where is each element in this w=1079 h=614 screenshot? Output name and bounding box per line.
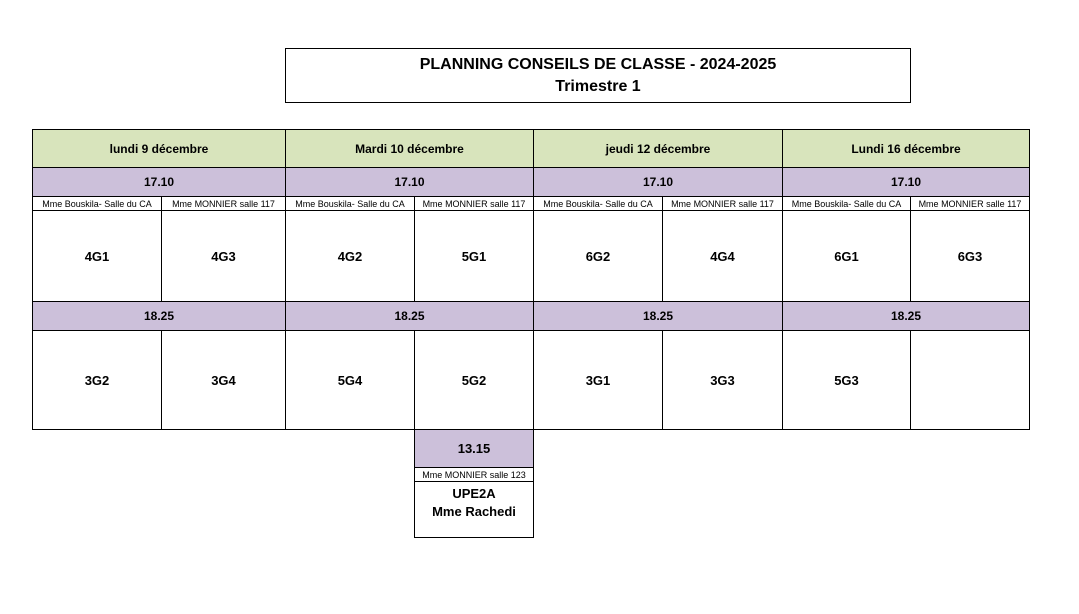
class-cell: 4G3 [161, 210, 286, 302]
room-label: Mme MONNIER salle 117 [662, 196, 783, 211]
room-label: Mme Bouskila- Salle du CA [32, 196, 162, 211]
room-label: Mme Bouskila- Salle du CA [533, 196, 663, 211]
day-header: Mardi 10 décembre [285, 129, 534, 168]
class-cell: 3G4 [161, 330, 286, 430]
time-header: 18.25 [533, 301, 783, 331]
extra-class-cell [414, 481, 534, 538]
day-header: lundi 9 décembre [32, 129, 286, 168]
class-cell [910, 330, 1030, 430]
room-label: Mme Bouskila- Salle du CA [285, 196, 415, 211]
extra-room-label: Mme MONNIER salle 123 [414, 467, 534, 482]
extra-class-name: UPE2A [452, 486, 496, 501]
day-header: jeudi 12 décembre [533, 129, 783, 168]
room-label: Mme MONNIER salle 117 [414, 196, 534, 211]
page-title: PLANNING CONSEILS DE CLASSE - 2024-2025 [419, 56, 777, 73]
page-subtitle: Trimestre 1 [555, 78, 641, 95]
room-label: Mme MONNIER salle 117 [161, 196, 286, 211]
time-header: 17.10 [285, 167, 534, 197]
class-cell: 5G1 [414, 210, 534, 302]
class-cell: 4G2 [285, 210, 415, 302]
extra-time-header: 13.15 [414, 429, 534, 468]
time-header: 18.25 [32, 301, 286, 331]
class-cell: 5G3 [782, 330, 911, 430]
class-cell: 5G2 [414, 330, 534, 430]
planning-title-box [285, 48, 911, 103]
class-cell: 4G4 [662, 210, 783, 302]
class-cell: 5G4 [285, 330, 415, 430]
time-header: 18.25 [782, 301, 1030, 331]
class-cell: 3G1 [533, 330, 663, 430]
class-cell: 3G3 [662, 330, 783, 430]
extra-teacher-name: Mme Rachedi [432, 504, 516, 519]
time-header: 17.10 [32, 167, 286, 197]
room-label: Mme Bouskila- Salle du CA [782, 196, 911, 211]
time-header: 18.25 [285, 301, 534, 331]
time-header: 17.10 [782, 167, 1030, 197]
time-header: 17.10 [533, 167, 783, 197]
class-cell: 6G2 [533, 210, 663, 302]
class-cell: 6G1 [782, 210, 911, 302]
class-cell: 6G3 [910, 210, 1030, 302]
day-header: Lundi 16 décembre [782, 129, 1030, 168]
class-cell: 4G1 [32, 210, 162, 302]
room-label: Mme MONNIER salle 117 [910, 196, 1030, 211]
class-cell: 3G2 [32, 330, 162, 430]
